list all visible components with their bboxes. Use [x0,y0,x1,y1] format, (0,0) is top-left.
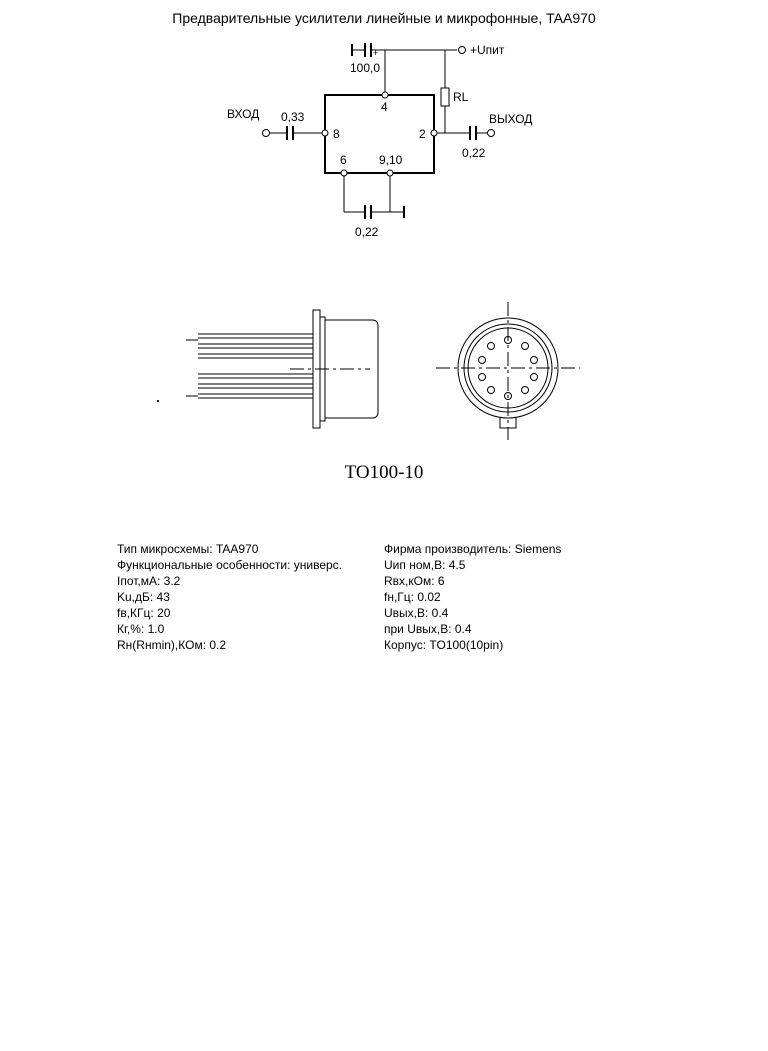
spec-current: Iпот,мА: 3.2 [117,574,181,588]
specs-left [117,541,342,653]
spec-supply-voltage: Uип ном,В: 4.5 [384,558,466,572]
pin-4-label: 4 [381,100,388,114]
package-side-view [157,310,378,428]
spec-package: Корпус: TO100(10pin) [384,638,504,652]
cap-bottom-label: 0,22 [355,225,379,239]
schematic-labels [227,43,532,239]
page-title: Предварительные усилители линейные и микрофонные, TAA970 [172,10,596,26]
spec-output-voltage: Uвых,В: 0.4 [384,606,449,620]
cap-plus-sign: + [373,48,379,58]
package-label: TO100-10 [344,462,424,483]
spec-manufacturer: Фирма производитель: Siemens [384,542,562,556]
spec-distortion: Кг,%: 1.0 [117,622,165,636]
pin-6-label: 6 [340,153,347,167]
spec-type: Тип микросхемы: TAA970 [117,542,259,556]
spec-lower-freq: fн,Гц: 0.02 [384,590,441,604]
spec-gain: Ku,дБ: 43 [117,590,170,604]
specs-right [384,541,561,653]
cap-in-label: 0,33 [281,110,305,124]
pin-9-10-label: 9,10 [379,153,403,167]
pin-2-label: 2 [419,127,426,141]
output-label: ВЫХОД [489,112,533,126]
spec-load: Rн(Rнmin),КОм: 0.2 [117,638,227,652]
output-terminal [488,130,495,137]
package-leads [186,334,313,398]
load-resistor [441,88,449,106]
input-terminal [263,130,270,137]
package-top-view [436,302,580,440]
cap-power-label: 100,0 [350,61,381,75]
spec-upper-freq: fв,КГц: 20 [117,606,171,620]
supply-terminal [459,47,466,54]
input-label: ВХОД [227,107,260,121]
load-label: RL [453,90,469,104]
cap-out-label: 0,22 [462,146,486,160]
pin-8-label: 8 [333,127,340,141]
supply-label: +Uпит [470,43,505,57]
spec-at-output-voltage: при Uвых,В: 0.4 [384,622,472,636]
spec-input-resistance: Rвх,кОм: 6 [384,574,445,588]
spec-function: Функциональные особенности: универс. [117,558,343,572]
